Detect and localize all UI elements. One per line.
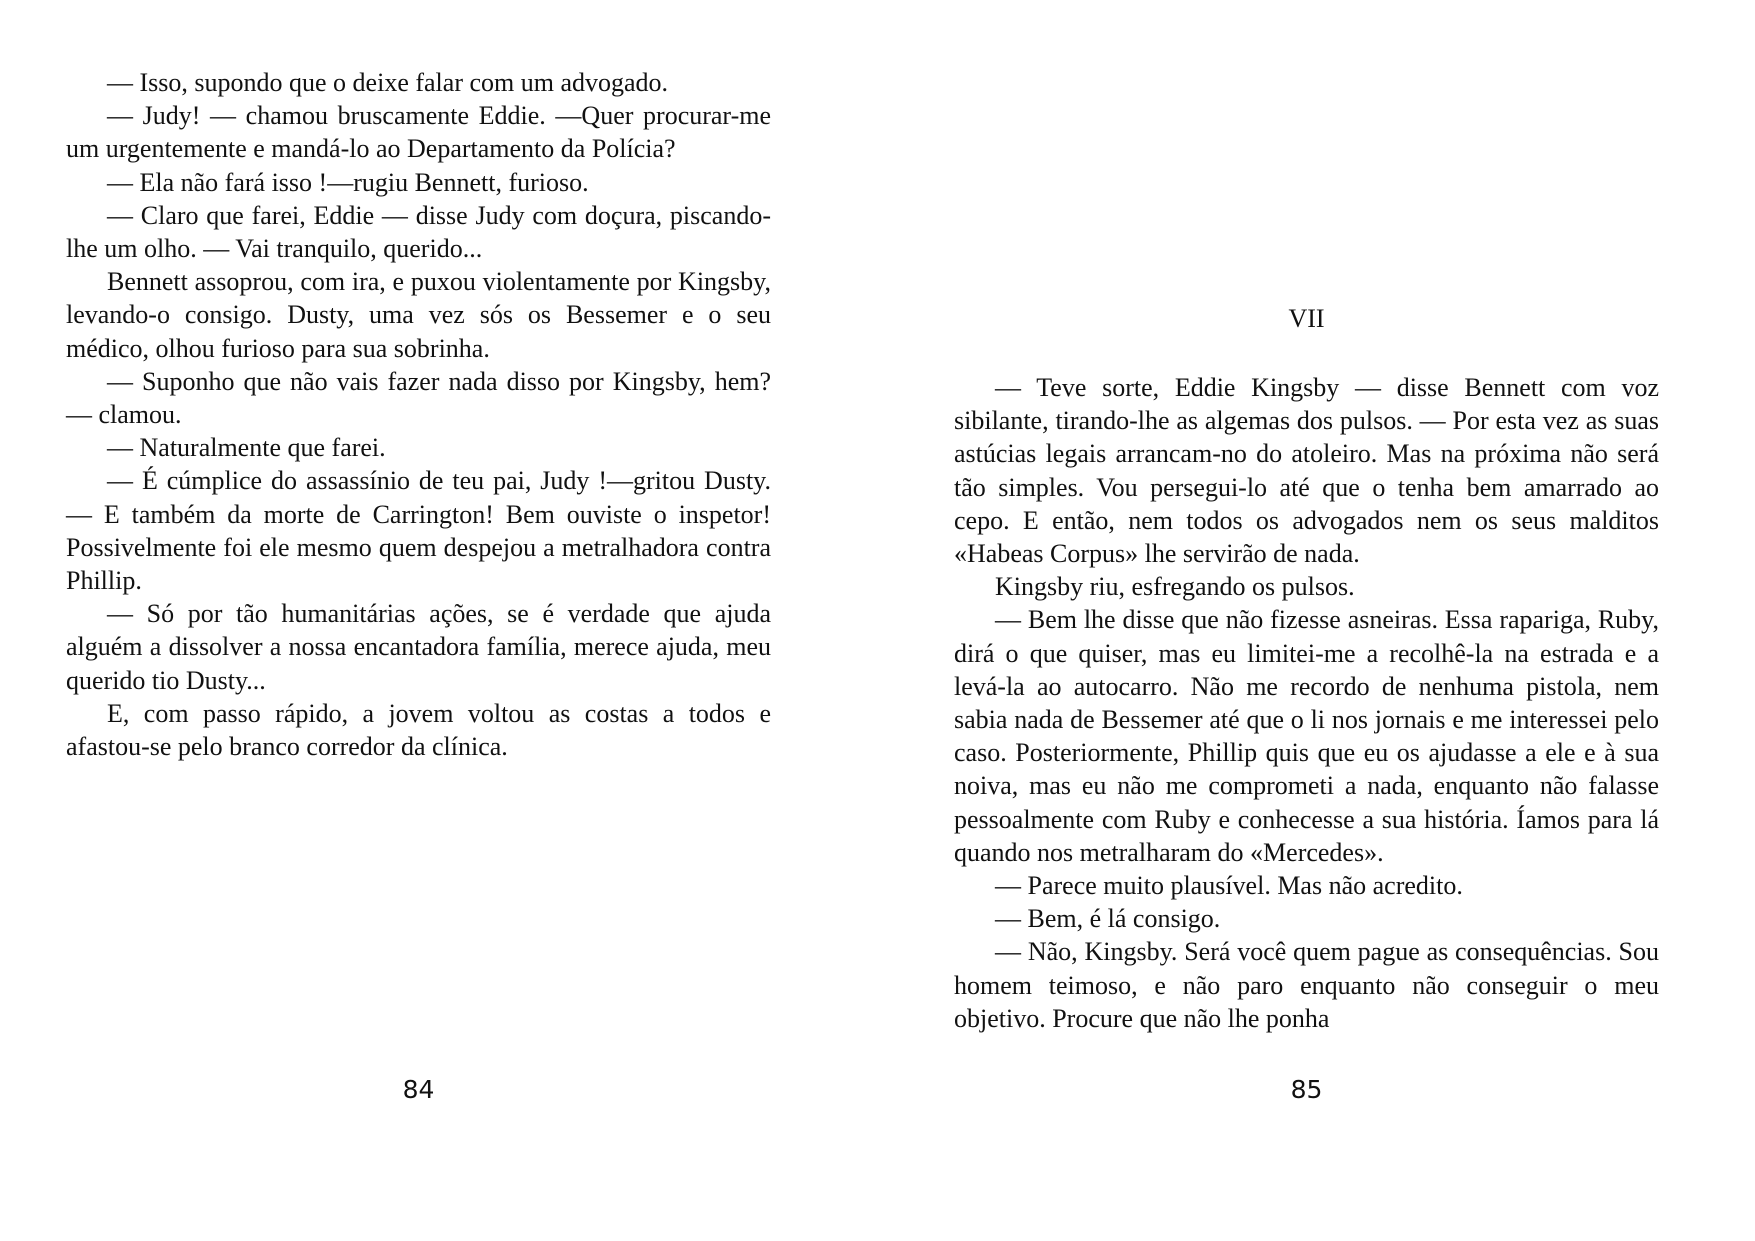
left-page: [66, 0, 771, 1241]
paragraph: — É cúmplice do assassínio de teu pai, Judy !—gritou Dusty. — E também da morte de Carrington! Bem ouviste o inspetor! Possivelmente foi ele mesmo quem despejou a metralhadora contra Phillip.: [66, 466, 771, 596]
paragraph: — Isso, supondo que o deixe falar com um advogado.: [107, 68, 669, 97]
paragraph: — Naturalmente que farei.: [107, 433, 386, 463]
paragraph: — Bem lhe disse que não fizesse asneiras. Essa rapariga, Ruby, dirá o que quiser, mas eu limitei-me a recolhê-la na estrada e a levá-la ao autocarro. Não me recordo de nenhuma pistola, nem sabia nada de Bessemer até que o li nos jornais e me interessei pelo caso. Posteriormente, Phillip quis que eu os ajudasse a ele e à sua noiva, mas eu não me comprometi a nada, enquanto não falasse pessoalmente com Ruby e conhecesse a sua história. Íamos para lá quando nos metralharam do «Mercedes».: [954, 605, 1659, 867]
right-page-text: [954, 371, 1659, 1035]
paragraph: — Não, Kingsby. Será você quem pague as consequências. Sou homem teimoso, e não paro enquanto não conseguir o meu objetivo. Procure que não lhe ponha: [954, 937, 1659, 1033]
paragraph: — Ela não fará isso !—rugiu Bennett, furioso.: [107, 167, 589, 197]
paragraph: — Só por tão humanitárias ações, se é verdade que ajuda alguém a dissolver a nossa encantadora família, merece ajuda, meu querido tio Dusty...: [66, 599, 771, 695]
paragraph: E, com passo rápido, a jovem voltou as costas a todos e afastou-se pelo branco corredor da clínica.: [66, 698, 771, 762]
page-number-right: 85: [1290, 1075, 1323, 1104]
paragraph: — Claro que farei, Eddie — disse Judy com doçura, piscando-lhe um olho. — Vai tranquilo, querido...: [66, 200, 771, 264]
paragraph: Kingsby riu, esfregando os pulsos.: [995, 572, 1355, 602]
right-page: [954, 0, 1659, 1241]
paragraph: — Parece muito plausível. Mas não acredito.: [995, 871, 1463, 901]
paragraph: — Suponho que não vais fazer nada disso por Kingsby, hem? — clamou.: [66, 366, 771, 430]
page-number-left: 84: [402, 1075, 435, 1104]
left-page-text: [66, 66, 771, 763]
paragraph: Bennett assoprou, com ira, e puxou violentamente por Kingsby, levando-o consigo. Dusty, uma vez sós os Bessemer e o seu médico, olhou furioso para sua sobrinha.: [66, 267, 771, 363]
paragraph: — Judy! — chamou bruscamente Eddie. —Quer procurar-me um urgentemente e mandá-lo ao Departamento da Polícia?: [66, 101, 771, 164]
chapter-heading: VII: [1288, 304, 1325, 333]
paragraph: — Bem, é lá consigo.: [995, 904, 1221, 934]
paragraph: — Teve sorte, Eddie Kingsby — disse Bennett com voz sibilante, tirando-lhe as algemas dos pulsos. — Por esta vez as suas astúcias legais arrancam-no do atoleiro. Mas na próxima não será tão simples. Vou persegui-lo até que o tenha bem amarrado ao cepo. E então, nem todos os advogados nem os seus malditos «Habeas Corpus» lhe servirão de nada.: [954, 373, 1659, 569]
